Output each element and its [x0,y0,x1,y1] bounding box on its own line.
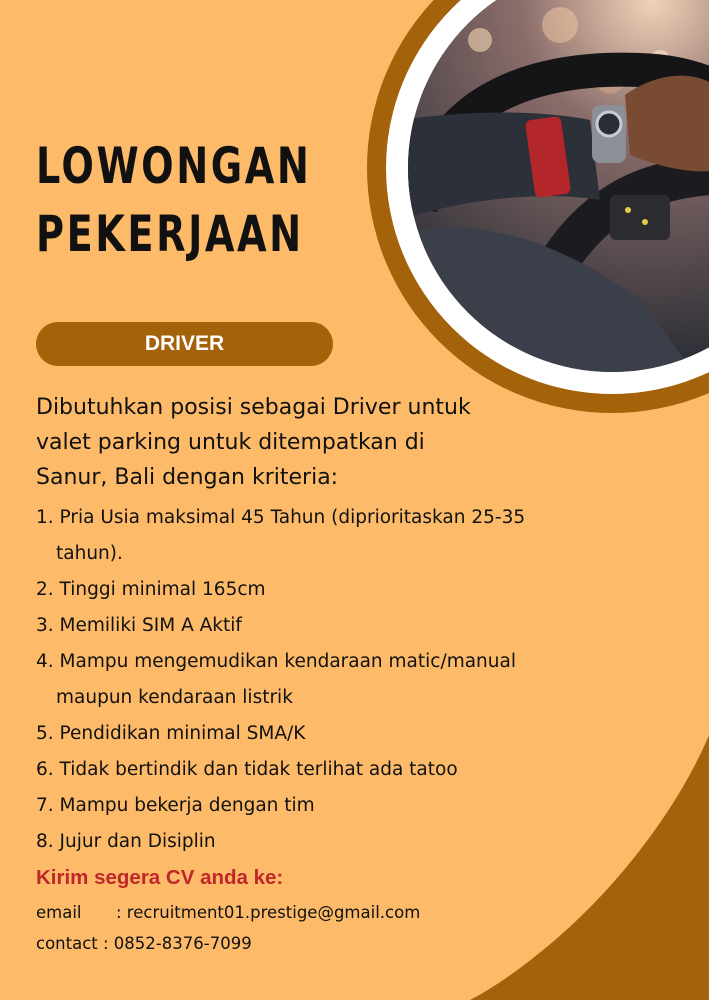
position-badge: DRIVER [36,322,333,366]
email-value[interactable]: : recruitment01.prestige@gmail.com [116,903,421,922]
criteria-text: 6. Tidak bertindik dan tidak terlihat ada tatoo [36,759,458,780]
list-item [36,608,666,644]
list-item [36,752,666,788]
email-row [36,903,420,922]
list-item [36,572,666,608]
criteria-text: 2. Tinggi minimal 165cm [36,579,266,600]
criteria-text: 8. Jujur dan Disiplin [36,831,216,852]
criteria-continuation: tahun). [56,543,123,564]
title-line-2: PEKERJAAN [36,205,304,263]
phone-value[interactable]: : 0852-8376-7099 [103,934,252,953]
title-line-1: LOWONGAN [36,137,312,195]
criteria-continuation: maupun kendaraan listrik [56,687,293,708]
page-title [36,132,311,268]
contact-row [36,934,252,953]
criteria-text: 3. Memiliki SIM A Aktif [36,615,242,636]
email-label: email [36,903,82,922]
criteria-text: 4. Mampu mengemudikan kendaraan matic/manual [36,651,516,672]
list-item [36,644,666,716]
list-item [36,716,666,752]
criteria-list [36,500,666,860]
list-item [36,500,666,572]
cta-heading: Kirim segera CV anda ke: [36,866,284,889]
criteria-text: 1. Pria Usia maksimal 45 Tahun (diprioritaskan 25-35 [36,507,526,528]
contact-label: contact [36,934,98,953]
criteria-text: 5. Pendidikan minimal SMA/K [36,723,306,744]
intro-text: Dibutuhkan posisi sebagai Driver untuk valet parking untuk ditempatkan di Sanur, Bali dengan kriteria: [36,395,471,490]
criteria-text: 7. Mampu bekerja dengan tim [36,795,315,816]
list-item [36,788,666,824]
list-item [36,824,666,860]
